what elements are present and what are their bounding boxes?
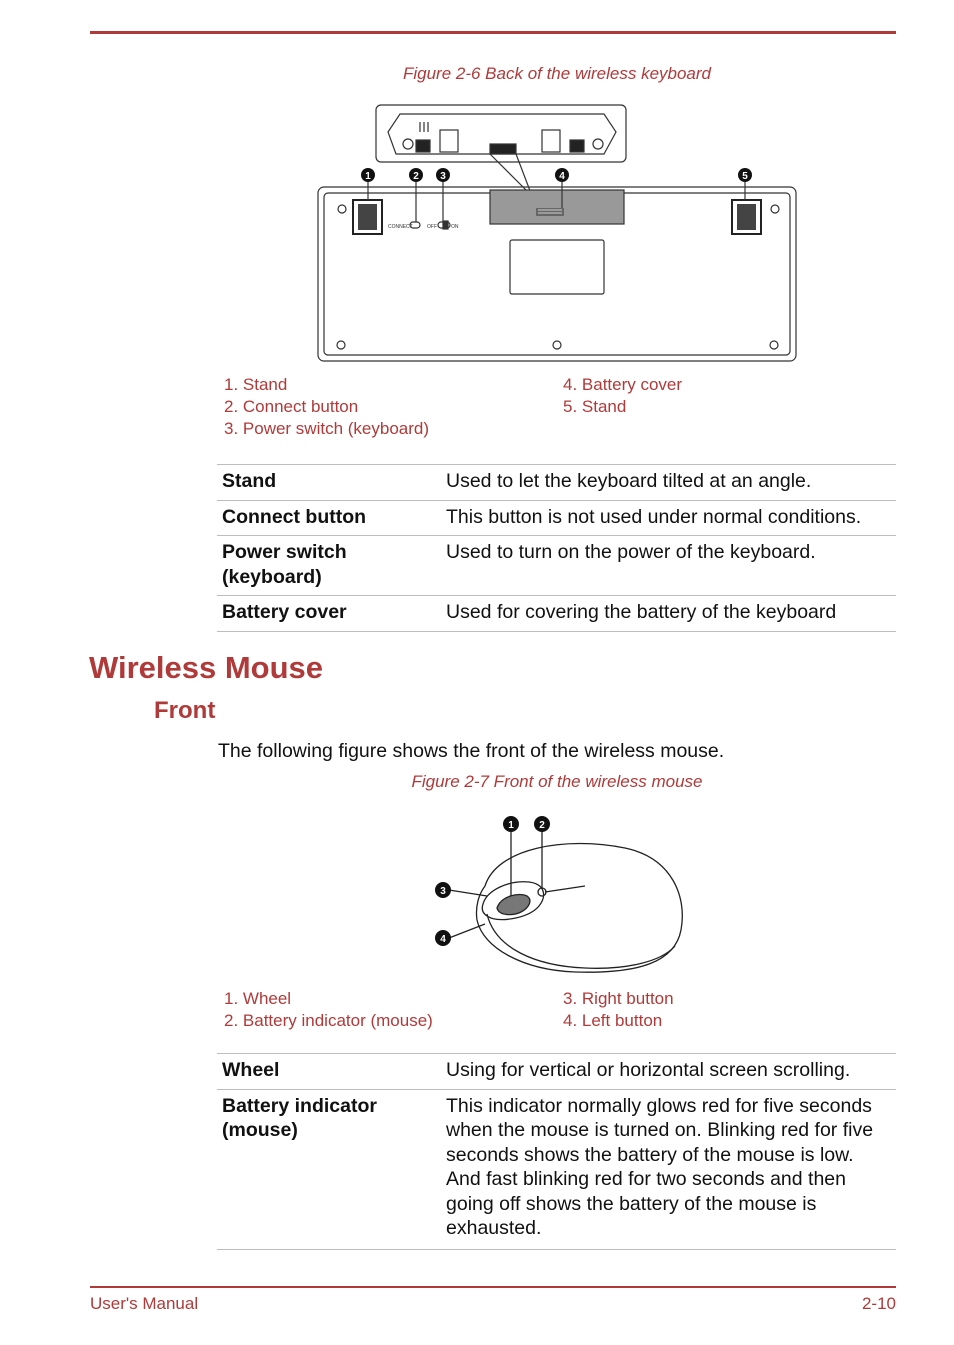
intro-paragraph: The following figure shows the front of the wireless mouse.: [218, 740, 725, 762]
table-row: [217, 465, 896, 501]
figure-2-7-caption: Figure 2-7 Front of the wireless mouse: [411, 772, 703, 791]
table-row: [217, 536, 896, 596]
footer-page-number: 2-10: [861, 1294, 896, 1313]
table-row: [217, 1054, 896, 1090]
table-term: Battery indicator (mouse): [217, 1089, 441, 1249]
button-divider-line: [545, 886, 585, 892]
wheel: [497, 895, 530, 915]
mouse-callout-1: 1: [508, 820, 514, 831]
on-switch-label: ON: [451, 224, 459, 230]
table-row: [217, 500, 896, 536]
header-rule: [90, 31, 896, 34]
keyboard-back-illustration: [300, 100, 810, 365]
figure-2-6-legend-left: [224, 374, 429, 440]
table-desc: Used for covering the battery of the keyboard: [441, 596, 896, 632]
table-term: Wheel: [217, 1054, 441, 1090]
legend-item: 4. Battery cover: [563, 375, 683, 394]
mouse-callout-2: 2: [539, 820, 545, 831]
label-plate: [510, 240, 604, 294]
table-desc: This indicator normally glows red for five seconds when the mouse is turned on. Blinking red for five seconds shows the battery of the mouse is low. And fast blinking red for two seconds and then going off shows the battery of the mouse is exhausted.: [441, 1089, 896, 1249]
legend-item: 3. Right button: [563, 989, 674, 1008]
figure-2-6-legend-right: [563, 374, 682, 418]
legend-item: 4. Left button: [563, 1011, 663, 1030]
mouse-callout-4: 4: [440, 934, 446, 945]
figure-2-7-legend-right: [563, 988, 674, 1032]
callout-5: 5: [742, 171, 748, 182]
mouse-parts-table: [217, 1053, 896, 1250]
battery-cover: [490, 190, 624, 224]
table-term: Battery cover: [217, 596, 441, 632]
table-desc: Used to turn on the power of the keyboard.: [441, 536, 896, 596]
table-term: Power switch (keyboard): [217, 536, 441, 596]
mouse-front-illustration: [425, 808, 695, 983]
callout-2: 2: [413, 171, 419, 182]
off-switch-label: OFF: [427, 224, 437, 230]
legend-item: 2. Connect button: [224, 397, 359, 416]
legend-item: 5. Stand: [563, 397, 627, 416]
legend-item: 3. Power switch (keyboard): [224, 419, 430, 438]
table-row: [217, 596, 896, 632]
figure-2-7-legend-left: [224, 988, 433, 1032]
subsection-title: Front: [154, 697, 216, 724]
footer-left: User's Manual: [90, 1294, 199, 1313]
figure-2-6-caption: Figure 2-6 Back of the wireless keyboard: [402, 64, 712, 83]
table-desc: This button is not used under normal conditions.: [441, 500, 896, 536]
table-row: [217, 1089, 896, 1249]
table-desc: Used to let the keyboard tilted at an angle.: [441, 465, 896, 501]
mouse-callout-3: 3: [440, 886, 446, 897]
connect-switch-label: CONNECT: [388, 224, 413, 230]
callout-3: 3: [440, 171, 446, 182]
footer-rule: [90, 1286, 896, 1288]
callout-4: 4: [559, 171, 565, 182]
keyboard-parts-table: [217, 464, 896, 632]
table-term: Connect button: [217, 500, 441, 536]
legend-item: 2. Battery indicator (mouse): [224, 1011, 433, 1030]
legend-item: 1. Wheel: [224, 989, 292, 1008]
table-term: Stand: [217, 465, 441, 501]
legend-item: 1. Stand: [224, 375, 288, 394]
section-title: Wireless Mouse: [89, 650, 324, 685]
table-desc: Using for vertical or horizontal screen scrolling.: [441, 1054, 896, 1090]
callout-1: 1: [365, 171, 371, 182]
